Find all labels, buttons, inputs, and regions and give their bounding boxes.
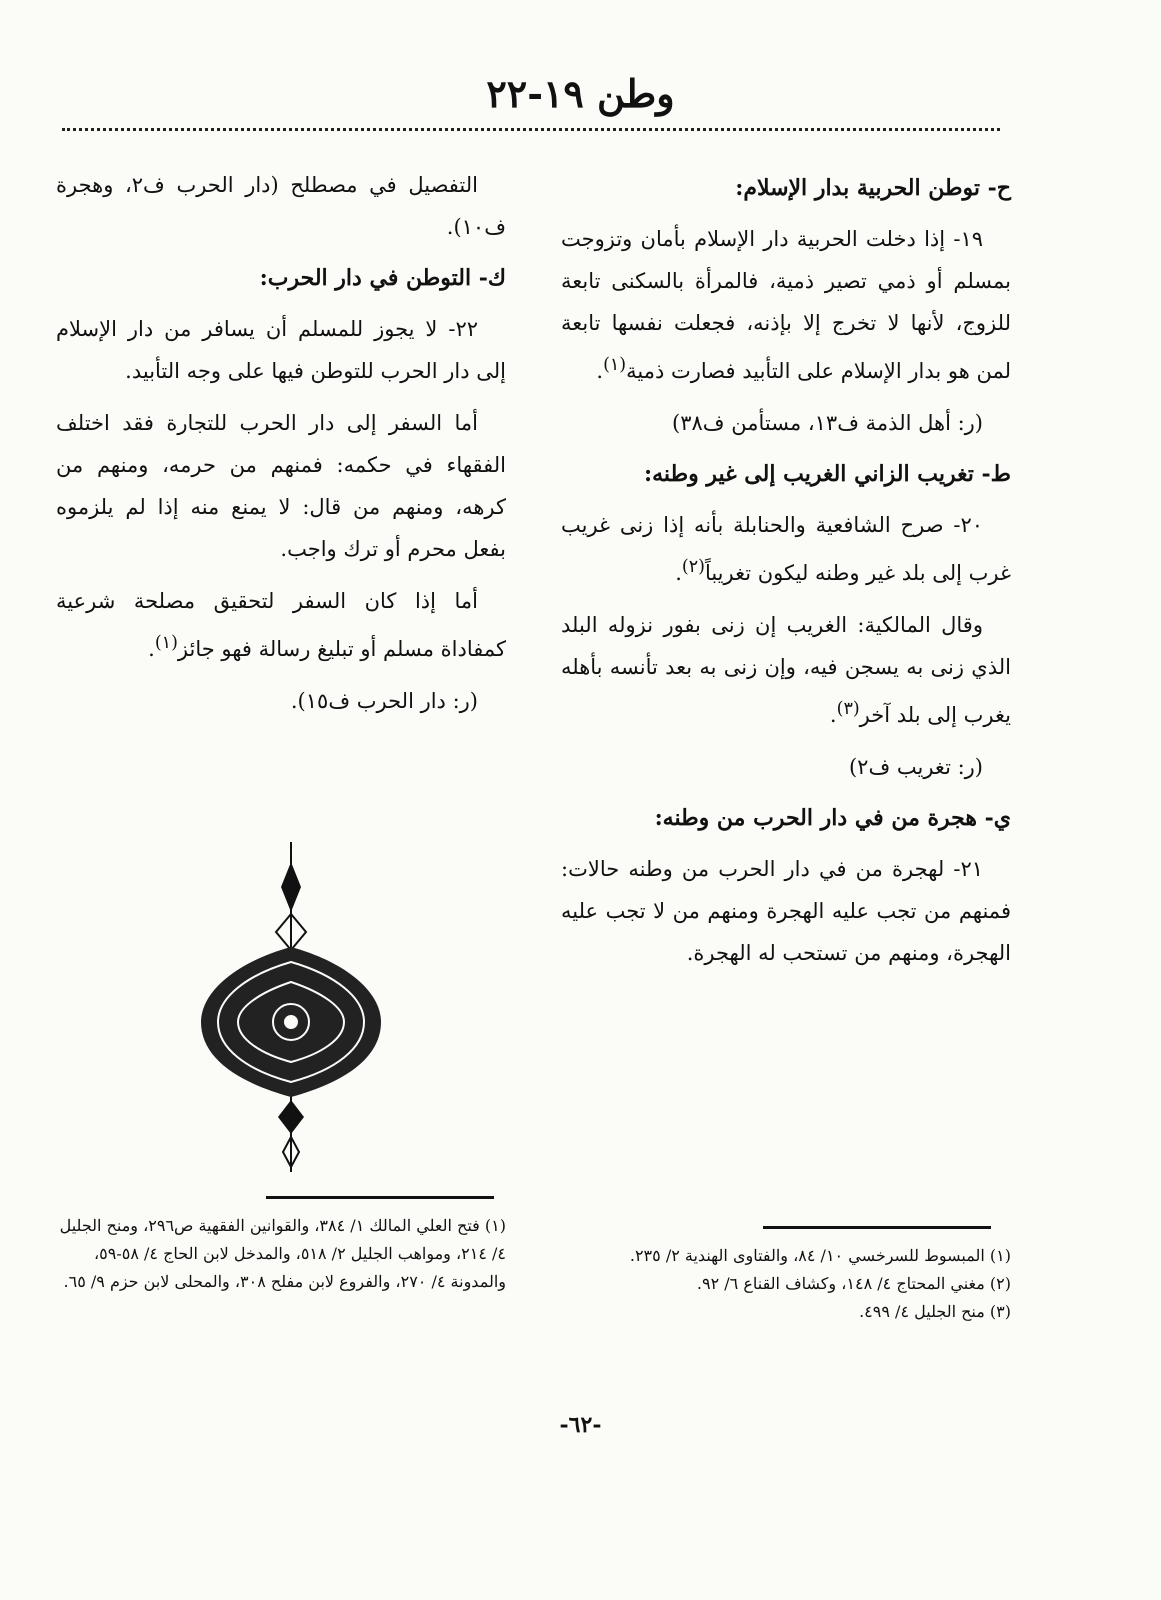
footnote-ref-3: (٣) [836, 699, 860, 719]
footnote-rule-right [763, 1226, 991, 1229]
page-header-title: وطن ١٩-٢٢ [486, 71, 675, 116]
paragraph-21: ٢١- لهجرة من في دار الحرب من وطنه حالات: فمنهم من تجب عليه الهجرة ومنهم من لا تجب عليه الهجرة، ومنهم من تستحب له الهجرة. [561, 857, 1011, 965]
paragraph-20 [561, 504, 1011, 594]
paragraph-22: ٢٢- لا يجوز للمسلم أن يسافر من دار الإسلام إلى دار الحرب للتوطن فيها على وجه التأبيد. [56, 317, 506, 383]
paragraph-19 [561, 218, 1011, 392]
paragraph-20b [561, 604, 1011, 736]
footnote-right-1: (١) المبسوط للسرخسي ١٠/ ٨٤، والفتاوى الهندية ٢/ ٢٣٥. [629, 1246, 1011, 1265]
footnote-ref-left-1: (١) [154, 633, 178, 653]
paragraph-continuation: التفصيل في مصطلح (دار الحرب ف٢، وهجرة ف١٠). [56, 173, 506, 239]
section-heading-k: ك- التوطن في دار الحرب: [259, 265, 506, 291]
footnotes-left [56, 1212, 506, 1296]
section-heading-y: ي- هجرة من في دار الحرب من وطنه: [654, 805, 1011, 831]
paragraph-19-text: ١٩- إذا دخلت الحربية دار الإسلام بأمان وتزوجت بمسلم أو ذمي تصير ذمية، فالمرأة بالسكنى تابعة للزوج، لأنها لا تخرج إلا بإذنه، فجعلت نفسها تابعة لمن هو بدار الإسلام على التأبيد فصارت ذمية [561, 227, 1011, 383]
page-number: -٦٢- [559, 1412, 602, 1438]
footnote-right-3: (٣) منح الجليل ٤/ ٤٩٩. [859, 1302, 1011, 1321]
footnote-ref-1: (١) [603, 355, 627, 375]
reference-20: (ر: تغريب ف٢) [848, 755, 983, 779]
decorative-ornament [196, 842, 386, 1172]
paragraph-22c [56, 580, 506, 670]
footnote-right-2: (٢) مغني المحتاج ٤/ ١٤٨، وكشاف القناع ٦/ ٩٢. [696, 1274, 1011, 1293]
section-heading-h: ح- توطن الحربية بدار الإسلام: [735, 175, 1011, 201]
paragraph-20-end: . [675, 561, 682, 585]
paragraph-22c-text: أما إذا كان السفر لتحقيق مصلحة شرعية كمفاداة مسلم أو تبليغ رسالة فهو جائز [56, 589, 506, 661]
paragraph-22b: أما السفر إلى دار الحرب للتجارة فقد اختلف الفقهاء في حكمه: فمنهم من حرمه، ومنهم من كرهه، ومنهم من قال: لا يمنع منه إذا لم يلزموه بفعل محرم أو ترك واجب. [56, 411, 506, 561]
reference-19: (ر: أهل الذمة ف١٣، مستأمن ف٣٨) [672, 411, 983, 435]
paragraph-22c-end: . [148, 637, 155, 661]
right-column [561, 164, 1011, 984]
paragraph-20b-text: وقال المالكية: الغريب إن زنى بفور نزوله البلد الذي زنى به يسجن فيه، وإن زنى به بعد تأنسه بأهله يغرب إلى بلد آخر [561, 613, 1011, 727]
header-dotted-rule [62, 128, 1000, 131]
paragraph-19-end: . [596, 359, 604, 383]
paragraph-20-text: ٢٠- صرح الشافعية والحنابلة بأنه إذا زنى غريب غرب إلى بلد غير وطنه ليكون تغريباً [561, 513, 1011, 585]
left-column [56, 164, 506, 732]
section-heading-t: ط- تغريب الزاني الغريب إلى غير وطنه: [644, 461, 1011, 487]
footnote-left-1: (١) فتح العلي المالك ١/ ٣٨٤، والقوانين الفقهية ص٢٩٦، ومنح الجليل ٤/ ٢١٤، ومواهب الجليل ٢/ ٥١٨، والمدخل لابن الحاج ٤/ ٥٨-٥٩، والمدونة ٤/ ٢٧٠، والفروع لابن مفلح ٣٠٨، والمحلى لابن حزم ٩/ ٦٥. [59, 1216, 506, 1291]
paragraph-20b-end: . [829, 703, 837, 727]
reference-22: (ر: دار الحرب ف١٥). [290, 689, 478, 713]
footnote-ref-2: (٢) [681, 557, 705, 577]
footnotes-right [561, 1242, 1011, 1326]
footnote-rule-left [266, 1196, 494, 1199]
